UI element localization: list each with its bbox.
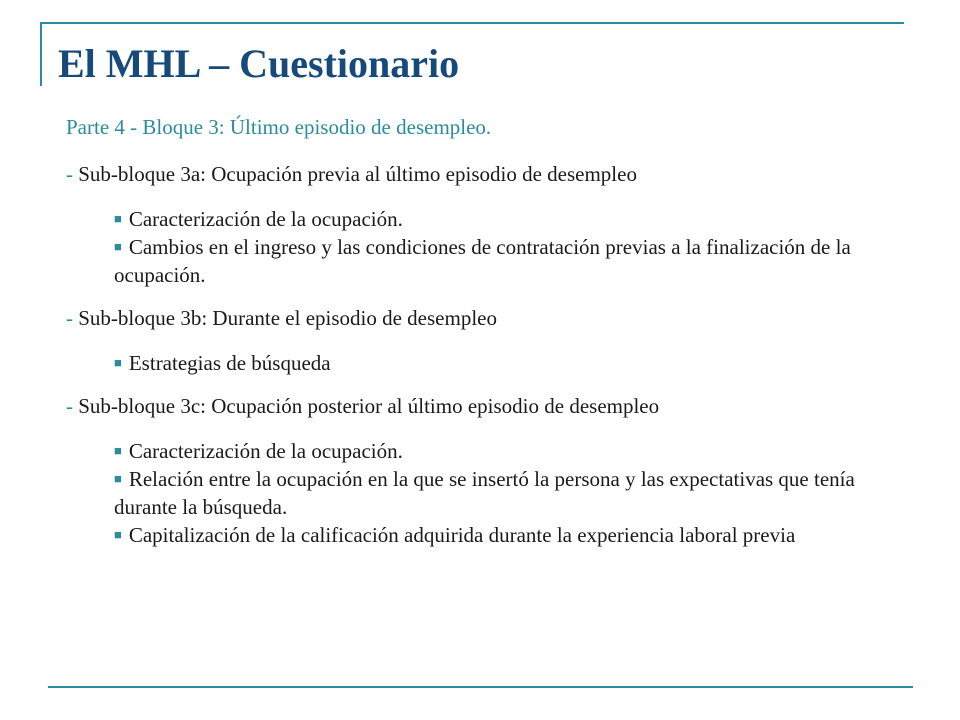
slide-title: El MHL – Cuestionario [58, 41, 460, 86]
bullet-item [114, 233, 916, 289]
square-bullet-icon: ■ [114, 527, 122, 542]
bullet-text: Caracterización de la ocupación. [128, 439, 403, 463]
subblock-3b-text: Sub-bloque 3b: Durante el episodio de desempleo [78, 306, 497, 330]
bullet-text: Estrategias de búsqueda [128, 351, 331, 375]
bullet-text: Capitalización de la calificación adquirida durante la experiencia laboral previa [128, 523, 796, 547]
square-bullet-icon: ■ [114, 239, 122, 254]
square-bullet-icon: ■ [114, 471, 122, 486]
subblock-3c-text: Sub-bloque 3c: Ocupación posterior al último episodio de desempleo [78, 394, 660, 418]
bullet-text: Relación entre la ocupación en la que se insertó la persona y las expectativas que tenía durante la búsqueda. [114, 467, 855, 519]
bullet-item [114, 437, 916, 465]
dash-marker: - [66, 306, 79, 330]
subblock-3a-text: Sub-bloque 3a: Ocupación previa al último episodio de desempleo [78, 162, 637, 186]
bullet-item [114, 349, 916, 377]
left-border-line [40, 22, 42, 86]
bullet-text: Cambios en el ingreso y las condiciones de contratación previas a la finalización de la ocupación. [114, 235, 851, 287]
bottom-border-line [48, 686, 913, 688]
bullet-item [114, 205, 916, 233]
bullet-item [114, 521, 916, 549]
subblock-3a-bullets [114, 205, 916, 289]
subblock-3c-heading [66, 392, 916, 420]
slide-subtitle: Parte 4 - Bloque 3: Último episodio de desempleo. [66, 115, 492, 139]
square-bullet-icon: ■ [114, 443, 122, 458]
subblock-3b-bullets [114, 349, 916, 377]
dash-marker: - [66, 394, 79, 418]
subblock-3a-heading [66, 160, 916, 188]
bullet-text: Caracterización de la ocupación. [128, 207, 403, 231]
top-border-line [40, 22, 904, 24]
subblock-3c-bullets [114, 437, 916, 549]
subblock-3b-heading [66, 304, 916, 332]
square-bullet-icon: ■ [114, 211, 122, 226]
square-bullet-icon: ■ [114, 355, 122, 370]
bullet-item [114, 465, 916, 521]
slide-content [66, 113, 916, 564]
dash-marker: - [66, 162, 79, 186]
